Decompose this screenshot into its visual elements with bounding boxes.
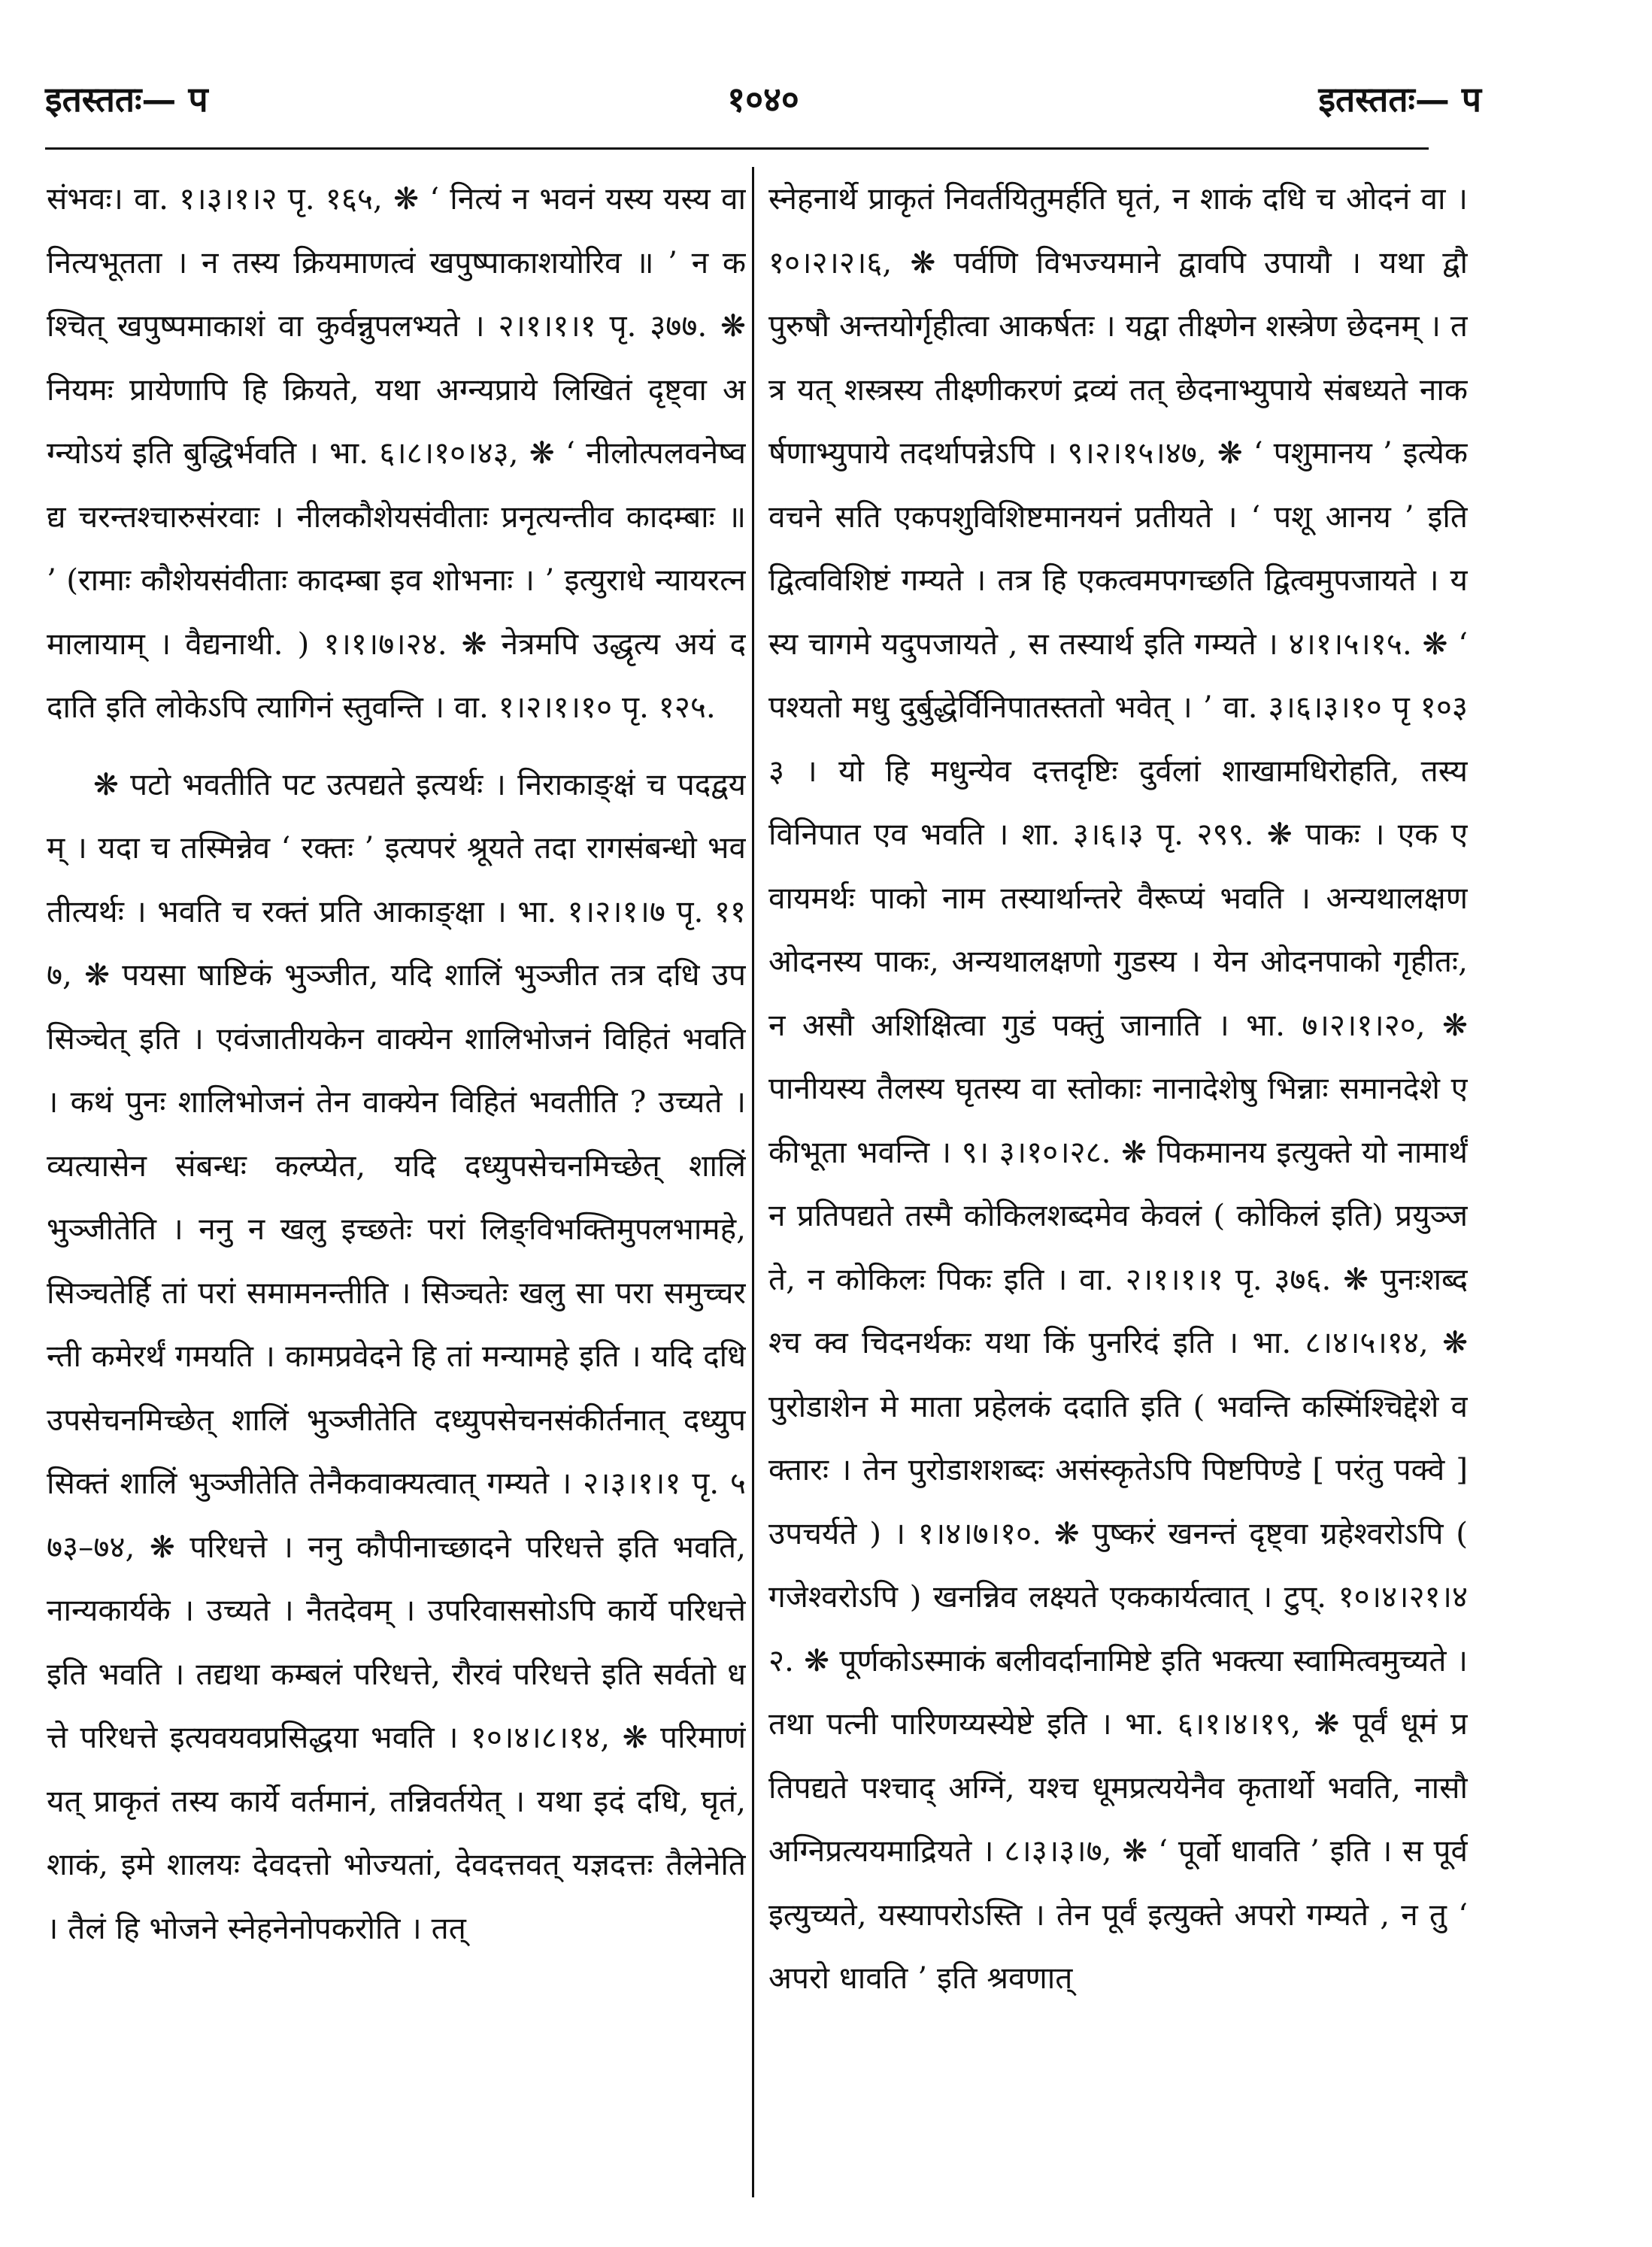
column-divider xyxy=(752,167,754,2197)
running-head-left: इतस्ततः— प xyxy=(45,79,208,120)
left-paragraph-1: संभवः। वा. १।३।१।२ पृ. १६५, ❋ ‘ नित्यं न भवनं यस्य यस्य वा नित्यभूतता । न तस्य क्रियमाणत्वं खपुष्पाकाशयोरिव ॥ ’ न कश्चित् खपुष्पमाकाशं वा कुर्वन्नुपलभ्यते । २।१।१।१ पृ. ३७७. ❋ नियमः प्रायेणापि हि क्रियते, यथा अग्न्यप्राये लिखितं दृष्ट्वा अग्न्योऽयं इति बुद्धिर्भवति । भा. ६।८।१०।४३, ❋ ‘ नीलोत्पलवनेष्वद्य चरन्तश्चारुसंरवाः । नीलकौशेयसंवीताः प्रनृत्यन्तीव कादम्बाः ॥ ’ (रामाः कौशेयसंवीताः कादम्बा इव शोभनाः । ’ इत्युराधे न्यायरत्नमालायाम् । वैद्यनाथी. ) १।१।७।२४. ❋ नेत्रमपि उद्धृत्य अयं ददाति इति लोकेऽपि त्यागिनं स्तुवन्ति । वा. १।२।१।१० पृ. १२५. xyxy=(47,180,746,725)
left-column xyxy=(47,167,746,2197)
page-number: १०४० xyxy=(727,79,799,120)
header-rule xyxy=(45,147,1429,150)
page-header xyxy=(45,75,1481,135)
left-paragraph-2: ❋ पटो भवतीति पट उत्पद्यते इत्यर्थः । निराकाङ्क्षं च पदद्वयम् । यदा च तस्मिन्नेव ‘ रक्तः ’ इत्यपरं श्रूयते तदा रागसंबन्धो भवतीत्यर्थः । भवति च रक्तं प्रति आकाङ्क्षा । भा. १।२।१।७ पृ. ११७, ❋ पयसा षाष्टिकं भुञ्जीत, यदि शालिं भुञ्जीत तत्र दधि उपसिञ्चेत् इति । एवंजातीयकेन वाक्येन शालिभोजनं विहितं भवति । कथं पुनः शालिभोजनं तेन वाक्येन विहितं भवतीति ? उच्यते । व्यत्यासेन संबन्धः कल्प्येत, यदि दध्युपसेचनमिच्छेत् शालिं भुञ्जीतेति । ननु न खलु इच्छतेः परां लिङ्विभक्तिमुपलभामहे, सिञ्चतेर्हि तां परां समामनन्तीति । सिञ्चतेः खलु सा परा समुच्चरन्ती कमेरर्थं गमयति । कामप्रवेदने हि तां मन्यामहे इति । यदि दधि उपसेचनमिच्छेत् शालिं भुञ्जीतेति दध्युपसेचनसंकीर्तनात् दध्युपसिक्तं शालिं भुञ्जीतेति तेनैकवाक्यत्वात् गम्यते । २।३।१।१ पृ. ५७३–७४, ❋ परिधत्ते । ननु कौपीनाच्छादने परिधत्ते इति भवति, नान्यकार्यके । उच्यते । नैतदेवम् । उपरिवाससोऽपि कार्ये परिधत्ते इति भवति । तद्यथा कम्बलं परिधत्ते, रौरवं परिधत्ते इति सर्वतो धत्ते परिधत्ते इत्यवयवप्रसिद्धया भवति । १०।४।८।१४, ❋ परिमाणं यत् प्राकृतं तस्य कार्ये वर्तमानं, तन्निवर्तयेत् । यथा इदं दधि, घृतं, शाकं, इमे शालयः देवदत्तो भोज्यतां, देवदत्तवत् यज्ञदत्तः तैलेनेति । तैलं हि भोजने स्नेहनेनोपकरोति । तत् xyxy=(47,766,746,1946)
right-paragraph-1: स्नेहनार्थे प्राकृतं निवर्तयितुमर्हति घृतं, न शाकं दधि च ओदनं वा । १०।२।२।६, ❋ पर्वणि विभज्यमाने द्वावपि उपायौ । यथा द्वौ पुरुषौ अन्तयोर्गृहीत्वा आकर्षतः । यद्वा तीक्ष्णेन शस्त्रेण छेदनम् । तत्र यत् शस्त्रस्य तीक्ष्णीकरणं द्रव्यं तत् छेदनाभ्युपाये संबध्यते नाकर्षणाभ्युपाये तदर्थापन्नेऽपि । ९।२।१५।४७, ❋ ‘ पशुमानय ’ इत्येकवचने सति एकपशुविशिष्टमानयनं प्रतीयते । ‘ पशू आनय ’ इति द्वित्वविशिष्टं गम्यते । तत्र हि एकत्वमपगच्छति द्वित्वमुपजायते । यस्य चागमे यदुपजायते , स तस्यार्थ इति गम्यते । ४।१।५।१५. ❋ ‘ पश्यतो मधु दुर्बुद्धेर्विनिपातस्ततो भवेत् । ’ वा. ३।६।३।१० पृ १०३३ । यो हि मधुन्येव दत्तदृष्टिः दुर्वलां शाखामधिरोहति, तस्य विनिपात एव भवति । शा. ३।६।३ पृ. २९९. ❋ पाकः । एक एवायमर्थः पाको नाम तस्यार्थान्तरे वैरूप्यं भवति । अन्यथालक्षण ओदनस्य पाकः, अन्यथालक्षणो गुडस्य । येन ओदनपाको गृहीतः, न असौ अशिक्षित्वा गुडं पक्तुं जानाति । भा. ७।२।१।२०, ❋ पानीयस्य तैलस्य घृतस्य वा स्तोकाः नानादेशेषु भिन्नाः समानदेशे एकीभूता भवन्ति । ९। ३।१०।२८. ❋ पिकमानय इत्युक्ते यो नामार्थं न प्रतिपद्यते तस्मै कोकिलशब्दमेव केवलं ( कोकिलं इति) प्रयुञ्जते, न कोकिलः पिकः इति । वा. २।१।१।१ पृ. ३७६. ❋ पुनःशब्दश्च क्व चिदनर्थकः यथा किं पुनरिदं इति । भा. ८।४।५।१४, ❋ पुरोडाशेन मे माता प्रहेलकं ददाति इति ( भवन्ति कस्मिंश्चिद्देशे वक्तारः । तेन पुरोडाशशब्दः असंस्कृतेऽपि पिष्टपिण्डे [ परंतु पक्वे ] उपचर्यते ) । १।४।७।१०. ❋ पुष्करं खनन्तं दृष्ट्वा ग्रहेश्वरोऽपि ( गजेश्वरोऽपि ) खनन्निव लक्ष्यते एककार्यत्वात् । टुप्. १०।४।२१।४२. ❋ पूर्णकोऽस्माकं बलीवर्दानामिष्टे इति भक्त्या स्वामित्वमुच्यते । तथा पत्नी पारिणय्यस्येष्टे इति । भा. ६।१।४।१९, ❋ पूर्वं धूमं प्रतिपद्यते पश्चाद् अग्निं, यश्च धूमप्रत्ययेनैव कृतार्थो भवति, नासौ अग्निप्रत्ययमाद्रियते । ८।३।३।७, ❋ ‘ पूर्वो धावति ’ इति । स पूर्व इत्युच्यते, यस्यापरोऽस्ति । तेन पूर्वं इत्युक्ते अपरो गम्यते , न तु ‘ अपरो धावति ’ इति श्रवणात् xyxy=(768,180,1468,1996)
right-column xyxy=(768,167,1468,2197)
running-head-right: इतस्ततः— प xyxy=(1318,79,1481,120)
